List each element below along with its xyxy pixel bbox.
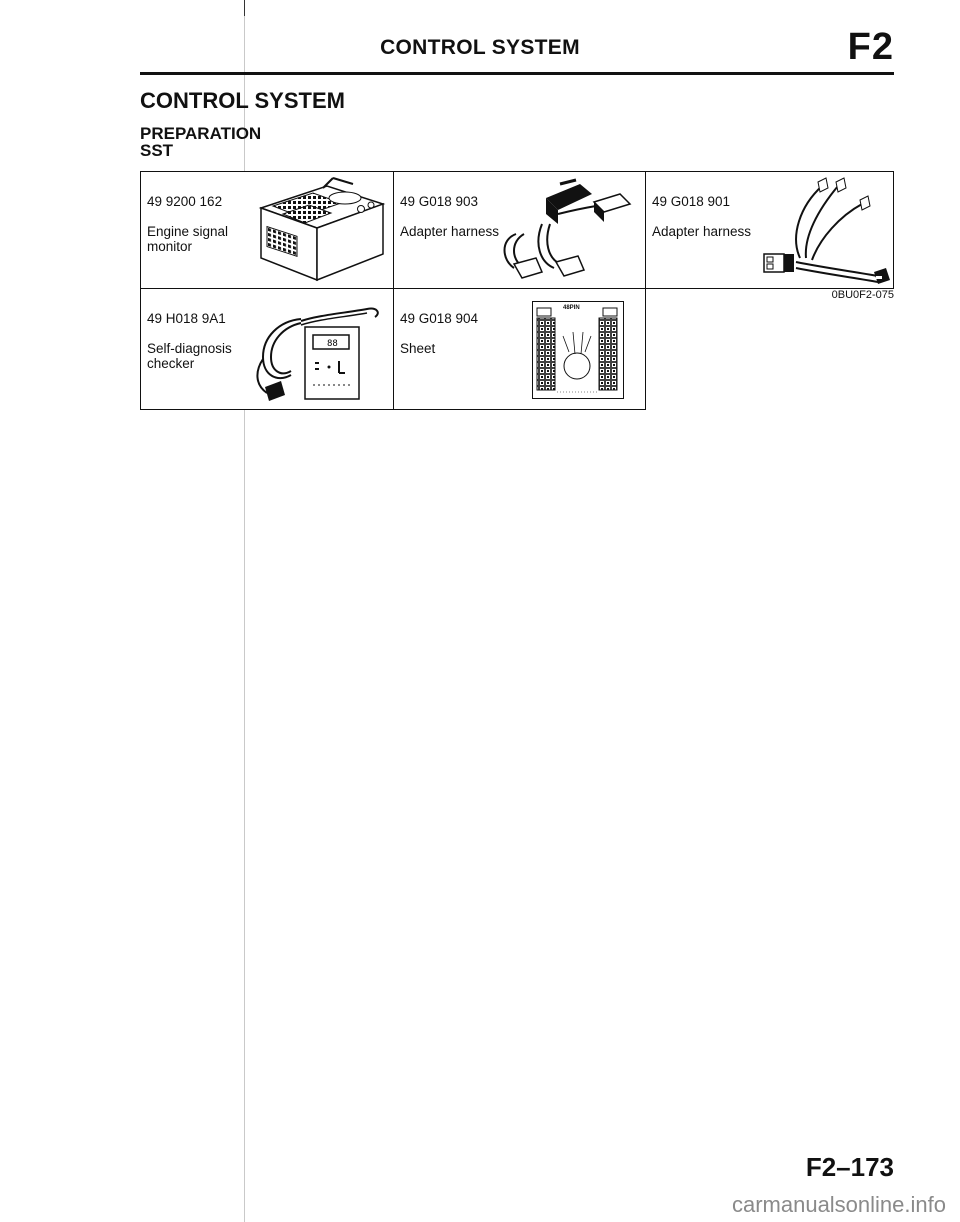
adapter-harness-icon xyxy=(494,180,642,284)
svg-text:88: 88 xyxy=(327,339,338,349)
tool-name: Engine signal xyxy=(147,224,229,239)
page-header-title: CONTROL SYSTEM xyxy=(380,36,580,59)
tool-name: Adapter harness xyxy=(400,224,500,239)
binding-guide-mark xyxy=(244,0,245,16)
subheading-preparation: PREPARATION xyxy=(140,124,262,143)
tool-part-number: 49 9200 162 xyxy=(147,194,223,209)
tool-part-number: 49 G018 901 xyxy=(652,194,731,209)
tool-cell-sheet xyxy=(393,288,646,410)
terminal-sheet-icon xyxy=(532,301,624,399)
sheet-pin-label: 48PIN xyxy=(563,305,580,311)
watermark: carmanualsonline.info xyxy=(731,1192,946,1217)
tool-name: Adapter harness xyxy=(652,224,752,239)
page-number: F2–173 xyxy=(805,1152,894,1182)
tool-cell-self-diagnosis-checker xyxy=(140,288,394,410)
tool-name-line2: monitor xyxy=(147,239,193,254)
tool-part-number: 49 G018 904 xyxy=(400,311,479,326)
tool-part-number: 49 H018 9A1 xyxy=(147,311,226,326)
section-title: CONTROL SYSTEM xyxy=(140,88,345,113)
tool-name-line2: checker xyxy=(147,356,195,371)
tool-cell-engine-signal-monitor xyxy=(140,171,394,289)
tool-cell-adapter-harness-903 xyxy=(393,171,646,289)
tool-name: Self-diagnosis xyxy=(147,341,232,356)
engine-signal-monitor-icon xyxy=(253,176,389,286)
tool-part-number: 49 G018 903 xyxy=(400,194,479,209)
adapter-harness-wires-icon xyxy=(756,176,894,288)
header-rule xyxy=(140,72,894,75)
page-section-code: F2 xyxy=(847,26,894,68)
subheading-sst: SST xyxy=(140,141,174,160)
tool-cell-adapter-harness-901 xyxy=(645,171,894,289)
tool-name: Sheet xyxy=(400,341,436,356)
self-diagnosis-checker-icon xyxy=(249,299,389,407)
figure-code: 0BU0F2-075 xyxy=(831,289,894,301)
